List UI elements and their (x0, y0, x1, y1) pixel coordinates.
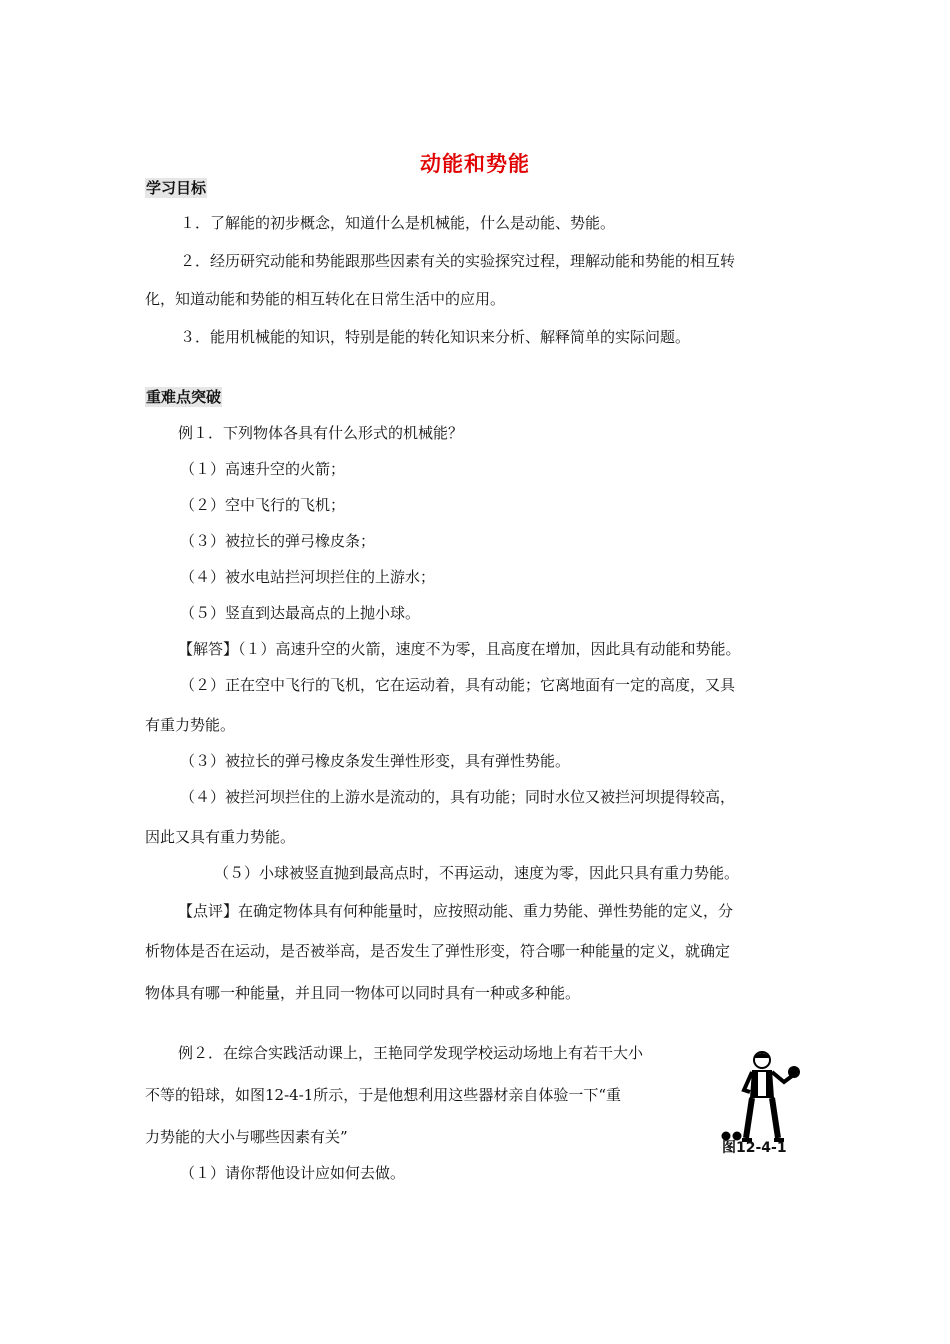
figure-caption: 图12-4-1 (722, 1140, 787, 1156)
answer-line-2: （２）正在空中飞行的飞机，它在运动着，具有动能；它离地面有一定的高度，又具 (180, 676, 736, 694)
goal-item-2: ２．经历研究动能和势能跟那些因素有关的实验探究过程，理解动能和势能的相互转 (180, 252, 736, 270)
example2-line-4: （１）请你帮他设计应如何去做。 (180, 1164, 406, 1182)
example2-line-1: 例２．在综合实践活动课上，王艳同学发现学校运动场地上有若干大小 (178, 1044, 644, 1062)
answer-line-7: （５）小球被竖直抛到最高点时，不再运动，速度为零，因此只具有重力势能。 (214, 864, 740, 882)
answer-line-6: 因此又具有重力势能。 (145, 828, 296, 846)
answer-line-1: 【解答】（１）高速升空的火箭，速度不为零，且高度在增加，因此具有动能和势能。 (178, 640, 741, 658)
example1-part-3: （３）被拉长的弹弓橡皮条； (180, 532, 376, 550)
goal-item-1: １．了解能的初步概念，知道什么是机械能，什么是动能、势能。 (180, 214, 616, 232)
section-heading-goals: 学习目标 (146, 179, 207, 197)
example1-part-5: （５）竖直到达最高点的上抛小球。 (180, 604, 421, 622)
answer-line-3: 有重力势能。 (145, 716, 236, 734)
section-heading-key-points: 重难点突破 (146, 388, 222, 406)
example2-line-2: 不等的铅球，如图12-4-1所示，于是他想利用这些器材亲自体验一下“重 (145, 1086, 621, 1104)
answer-line-5: （４）被拦河坝拦住的上游水是流动的，具有功能；同时水位又被拦河坝提得较高， (180, 788, 736, 806)
example1-part-2: （２）空中飞行的飞机； (180, 496, 346, 514)
example1-question: 例１．下列物体各具有什么形式的机械能？ (178, 424, 464, 442)
goal-item-3: ３．能用机械能的知识，特别是能的转化知识来分析、解释简单的实际问题。 (180, 328, 691, 346)
example2-line-3: 力势能的大小与哪些因素有关” (145, 1128, 348, 1146)
page-title: 动能和势能 (420, 152, 530, 176)
answer-line-4: （３）被拉长的弹弓橡皮条发生弹性形变，具有弹性势能。 (180, 752, 571, 770)
goal-item-2-cont: 化，知道动能和势能的相互转化在日常生活中的应用。 (145, 290, 506, 308)
comment-line-3: 物体具有哪一种能量，并且同一物体可以同时具有一种或多种能。 (145, 984, 581, 1002)
comment-line-2: 析物体是否在运动，是否被举高，是否发生了弹性形变，符合哪一种能量的定义，就确定 (145, 942, 731, 960)
comment-line-1: 【点评】在确定物体具有何种能量时，应按照动能、重力势能、弹性势能的定义，分 (178, 902, 734, 920)
example1-part-4: （４）被水电站拦河坝拦住的上游水； (180, 568, 436, 586)
example1-part-1: （１）高速升空的火箭； (180, 460, 346, 478)
